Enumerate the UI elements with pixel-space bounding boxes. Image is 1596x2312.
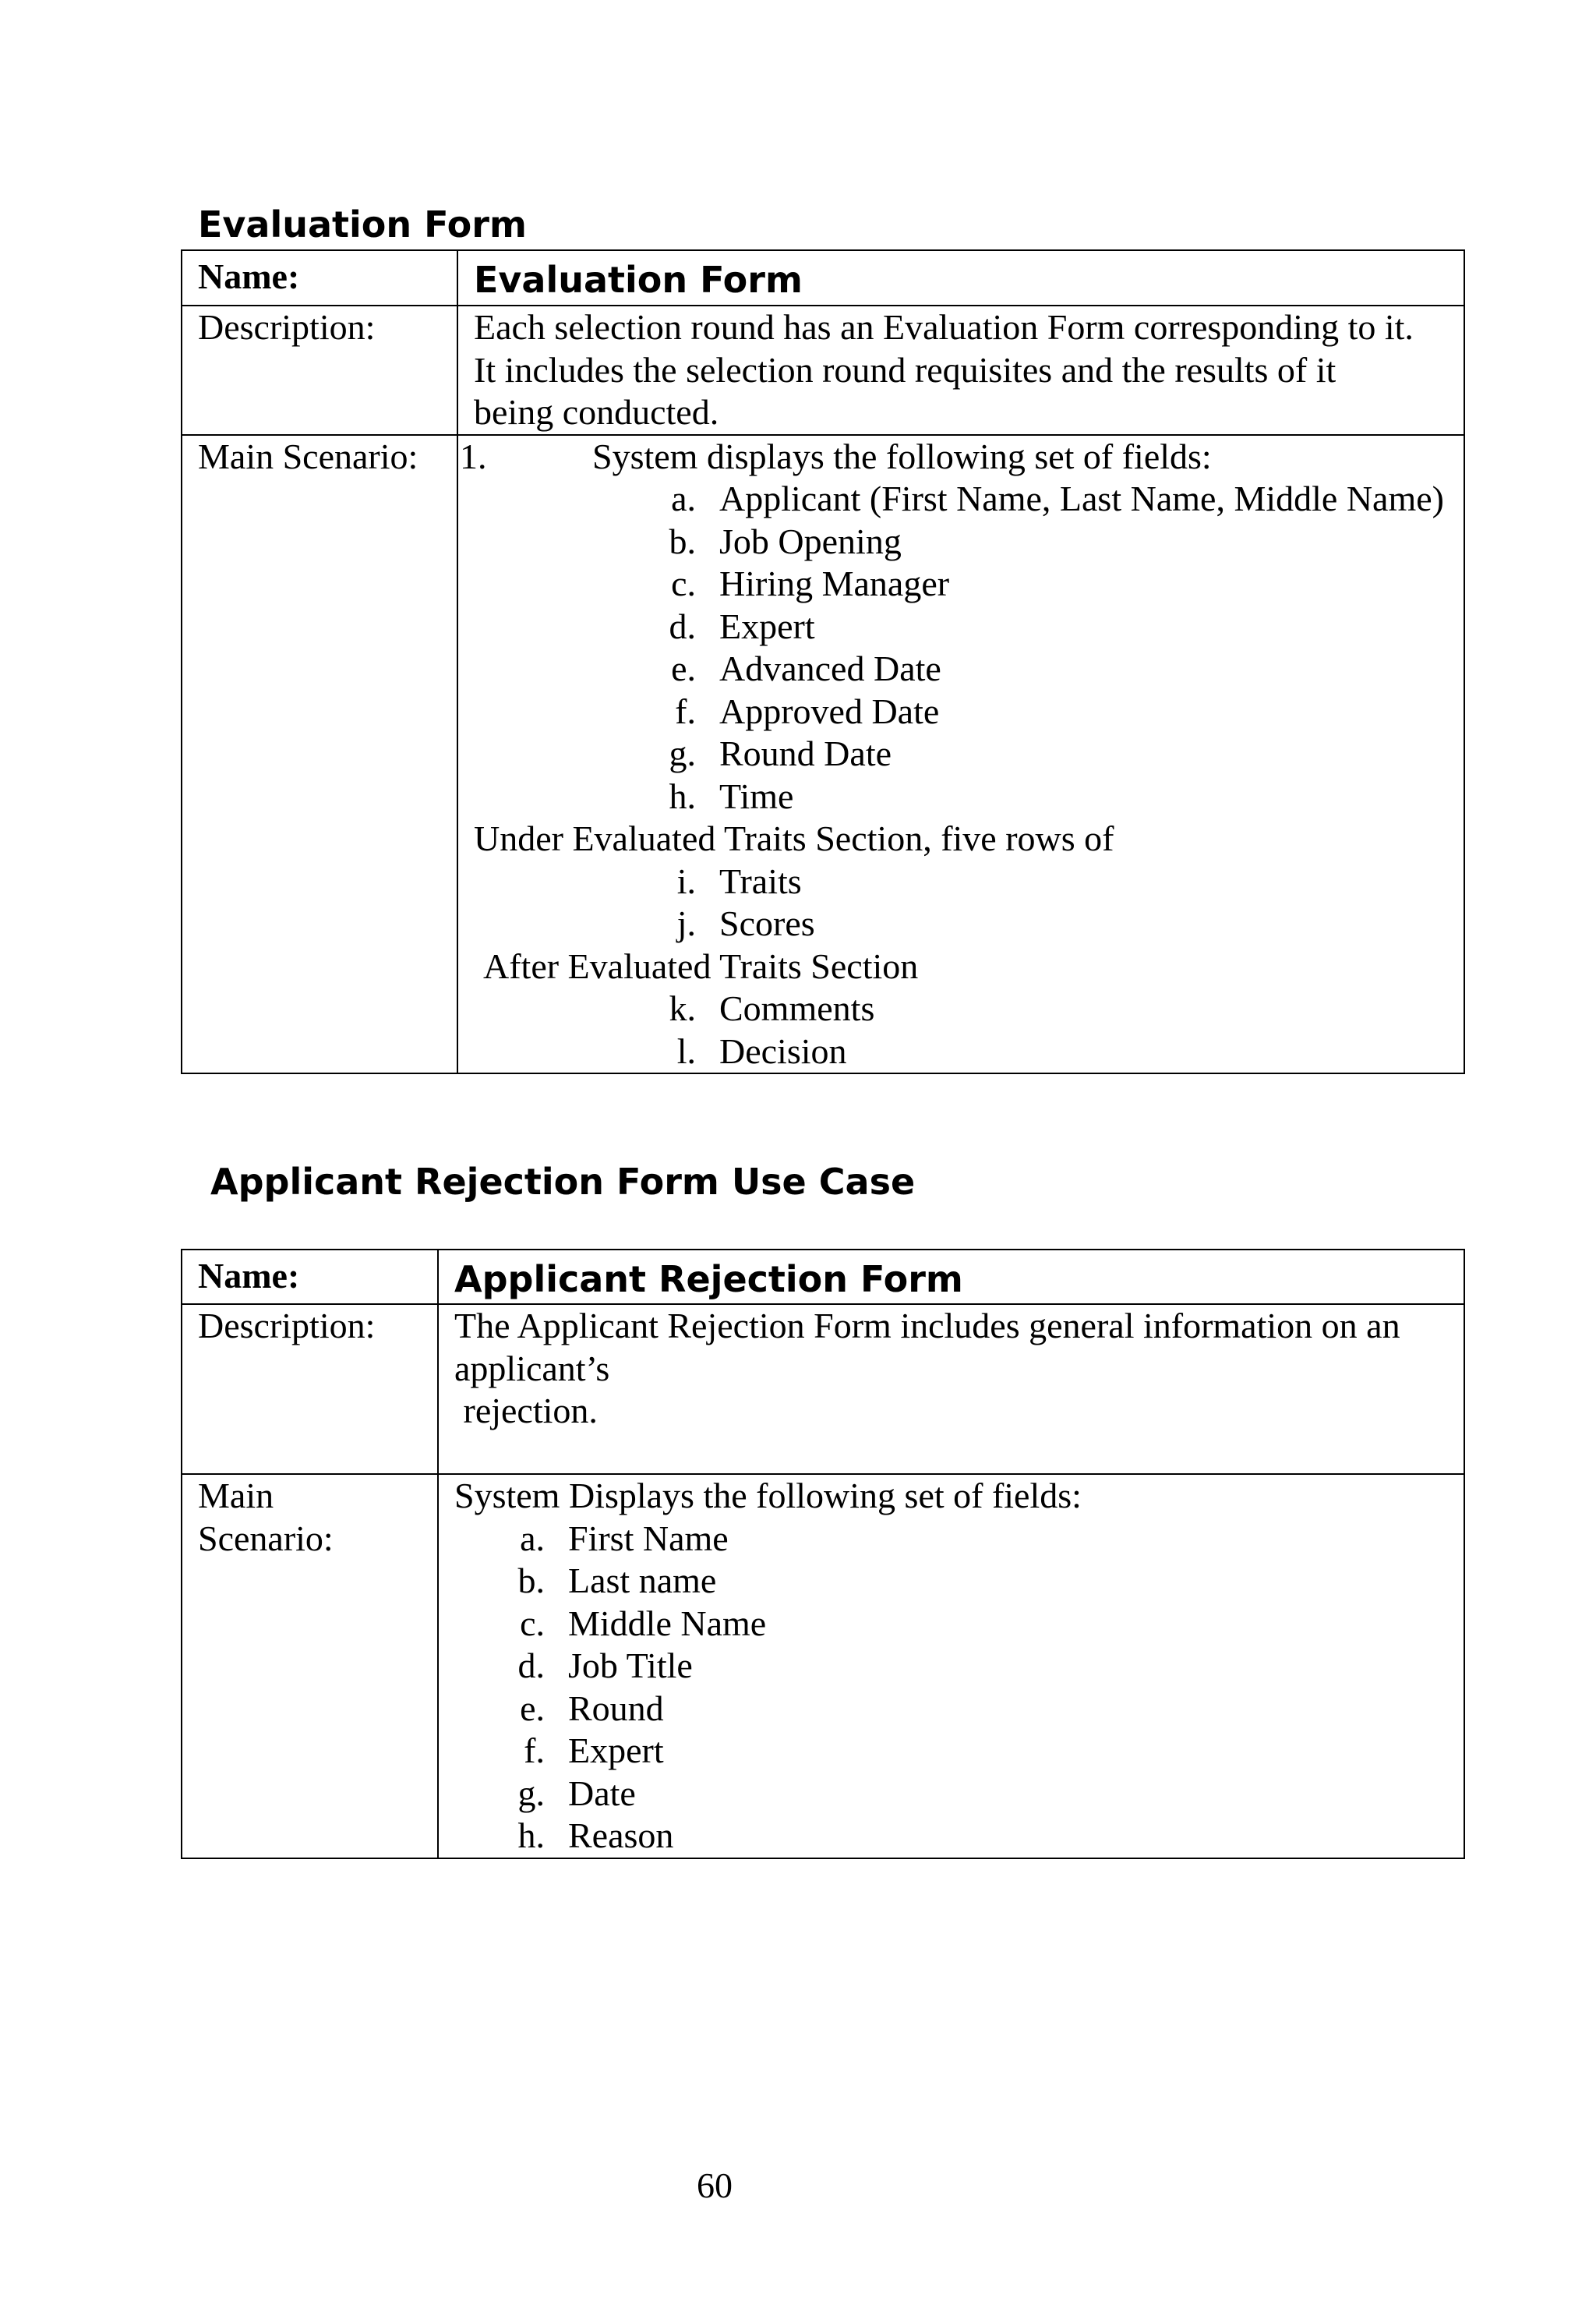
step-text: System displays the following set of fields: — [592, 436, 1212, 476]
list-item: g. Round Date — [669, 734, 892, 773]
rejection-heading: Applicant Rejection Form Use Case — [210, 1161, 916, 1203]
list-item: k. Comments — [669, 988, 875, 1028]
evaluation-description-line: It includes the selection round requisites and the results of it — [474, 349, 1336, 390]
evaluation-scenario-row — [182, 435, 1464, 1074]
rejection-scenario-label: Main Scenario: — [182, 1474, 438, 1858]
list-item: d. Expert — [669, 606, 815, 646]
list-item: h. Time — [669, 776, 794, 816]
evaluation-description-row — [182, 306, 1464, 435]
evaluation-scenario — [457, 435, 1464, 1074]
evaluation-name-row — [182, 250, 1464, 306]
list-item: f. Approved Date — [675, 691, 940, 731]
list-item: d. Job Title — [517, 1646, 693, 1685]
list-item: l. Decision — [676, 1031, 847, 1071]
rejection-description-row — [182, 1304, 1464, 1474]
evaluation-step — [460, 436, 1448, 479]
after-intro: After Evaluated Traits Section — [483, 946, 919, 986]
evaluation-table — [181, 249, 1465, 1074]
rejection-scenario — [438, 1474, 1464, 1858]
page-number: 60 — [697, 2165, 733, 2205]
list-item: b. Last name — [517, 1561, 717, 1600]
list-item: e. Round — [520, 1688, 664, 1728]
list-item: g. Date — [517, 1773, 636, 1813]
traits-intro: Under Evaluated Traits Section, five rows of — [474, 818, 1114, 858]
evaluation-scenario-label: Main Scenario: — [182, 435, 457, 1074]
rejection-description-line: The Applicant Rejection Form includes general information on an — [454, 1306, 1400, 1345]
rejection-table — [181, 1249, 1465, 1859]
evaluation-name-value: Evaluation Form — [457, 250, 1464, 306]
rejection-description-line: applicant’s — [454, 1348, 610, 1388]
evaluation-description-label: Description: — [182, 306, 457, 435]
rejection-name-row — [182, 1250, 1464, 1304]
rejection-description-label: Description: — [182, 1304, 438, 1474]
list-item: c. Hiring Manager — [671, 564, 950, 603]
list-item: a. Applicant (First Name, Last Name, Middle Name) — [671, 479, 1444, 518]
list-item: i. Traits — [676, 861, 802, 901]
scenario-intro: System Displays the following set of fields: — [454, 1476, 1082, 1515]
list-item: b. Job Opening — [669, 521, 902, 561]
rejection-description-line: rejection. — [454, 1391, 598, 1430]
list-item: f. Expert — [524, 1730, 664, 1770]
rejection-description — [438, 1304, 1464, 1474]
rejection-scenario-row — [182, 1474, 1464, 1858]
list-item: c. Middle Name — [520, 1603, 767, 1643]
evaluation-description-line: being conducted. — [474, 392, 719, 432]
list-item: h. Reason — [517, 1815, 674, 1855]
rejection-name-label: Name: — [182, 1250, 438, 1304]
evaluation-heading: Evaluation Form — [198, 203, 527, 246]
list-item: j. Scores — [676, 903, 815, 943]
evaluation-description-line: Each selection round has an Evaluation Form corresponding to it. — [474, 307, 1414, 347]
step-number: 1. — [460, 436, 487, 476]
rejection-name-value: Applicant Rejection Form — [438, 1250, 1464, 1304]
evaluation-name-label: Name: — [182, 250, 457, 306]
evaluation-description — [457, 306, 1464, 435]
list-item: e. Advanced Date — [671, 649, 941, 688]
list-item: a. First Name — [520, 1518, 729, 1558]
